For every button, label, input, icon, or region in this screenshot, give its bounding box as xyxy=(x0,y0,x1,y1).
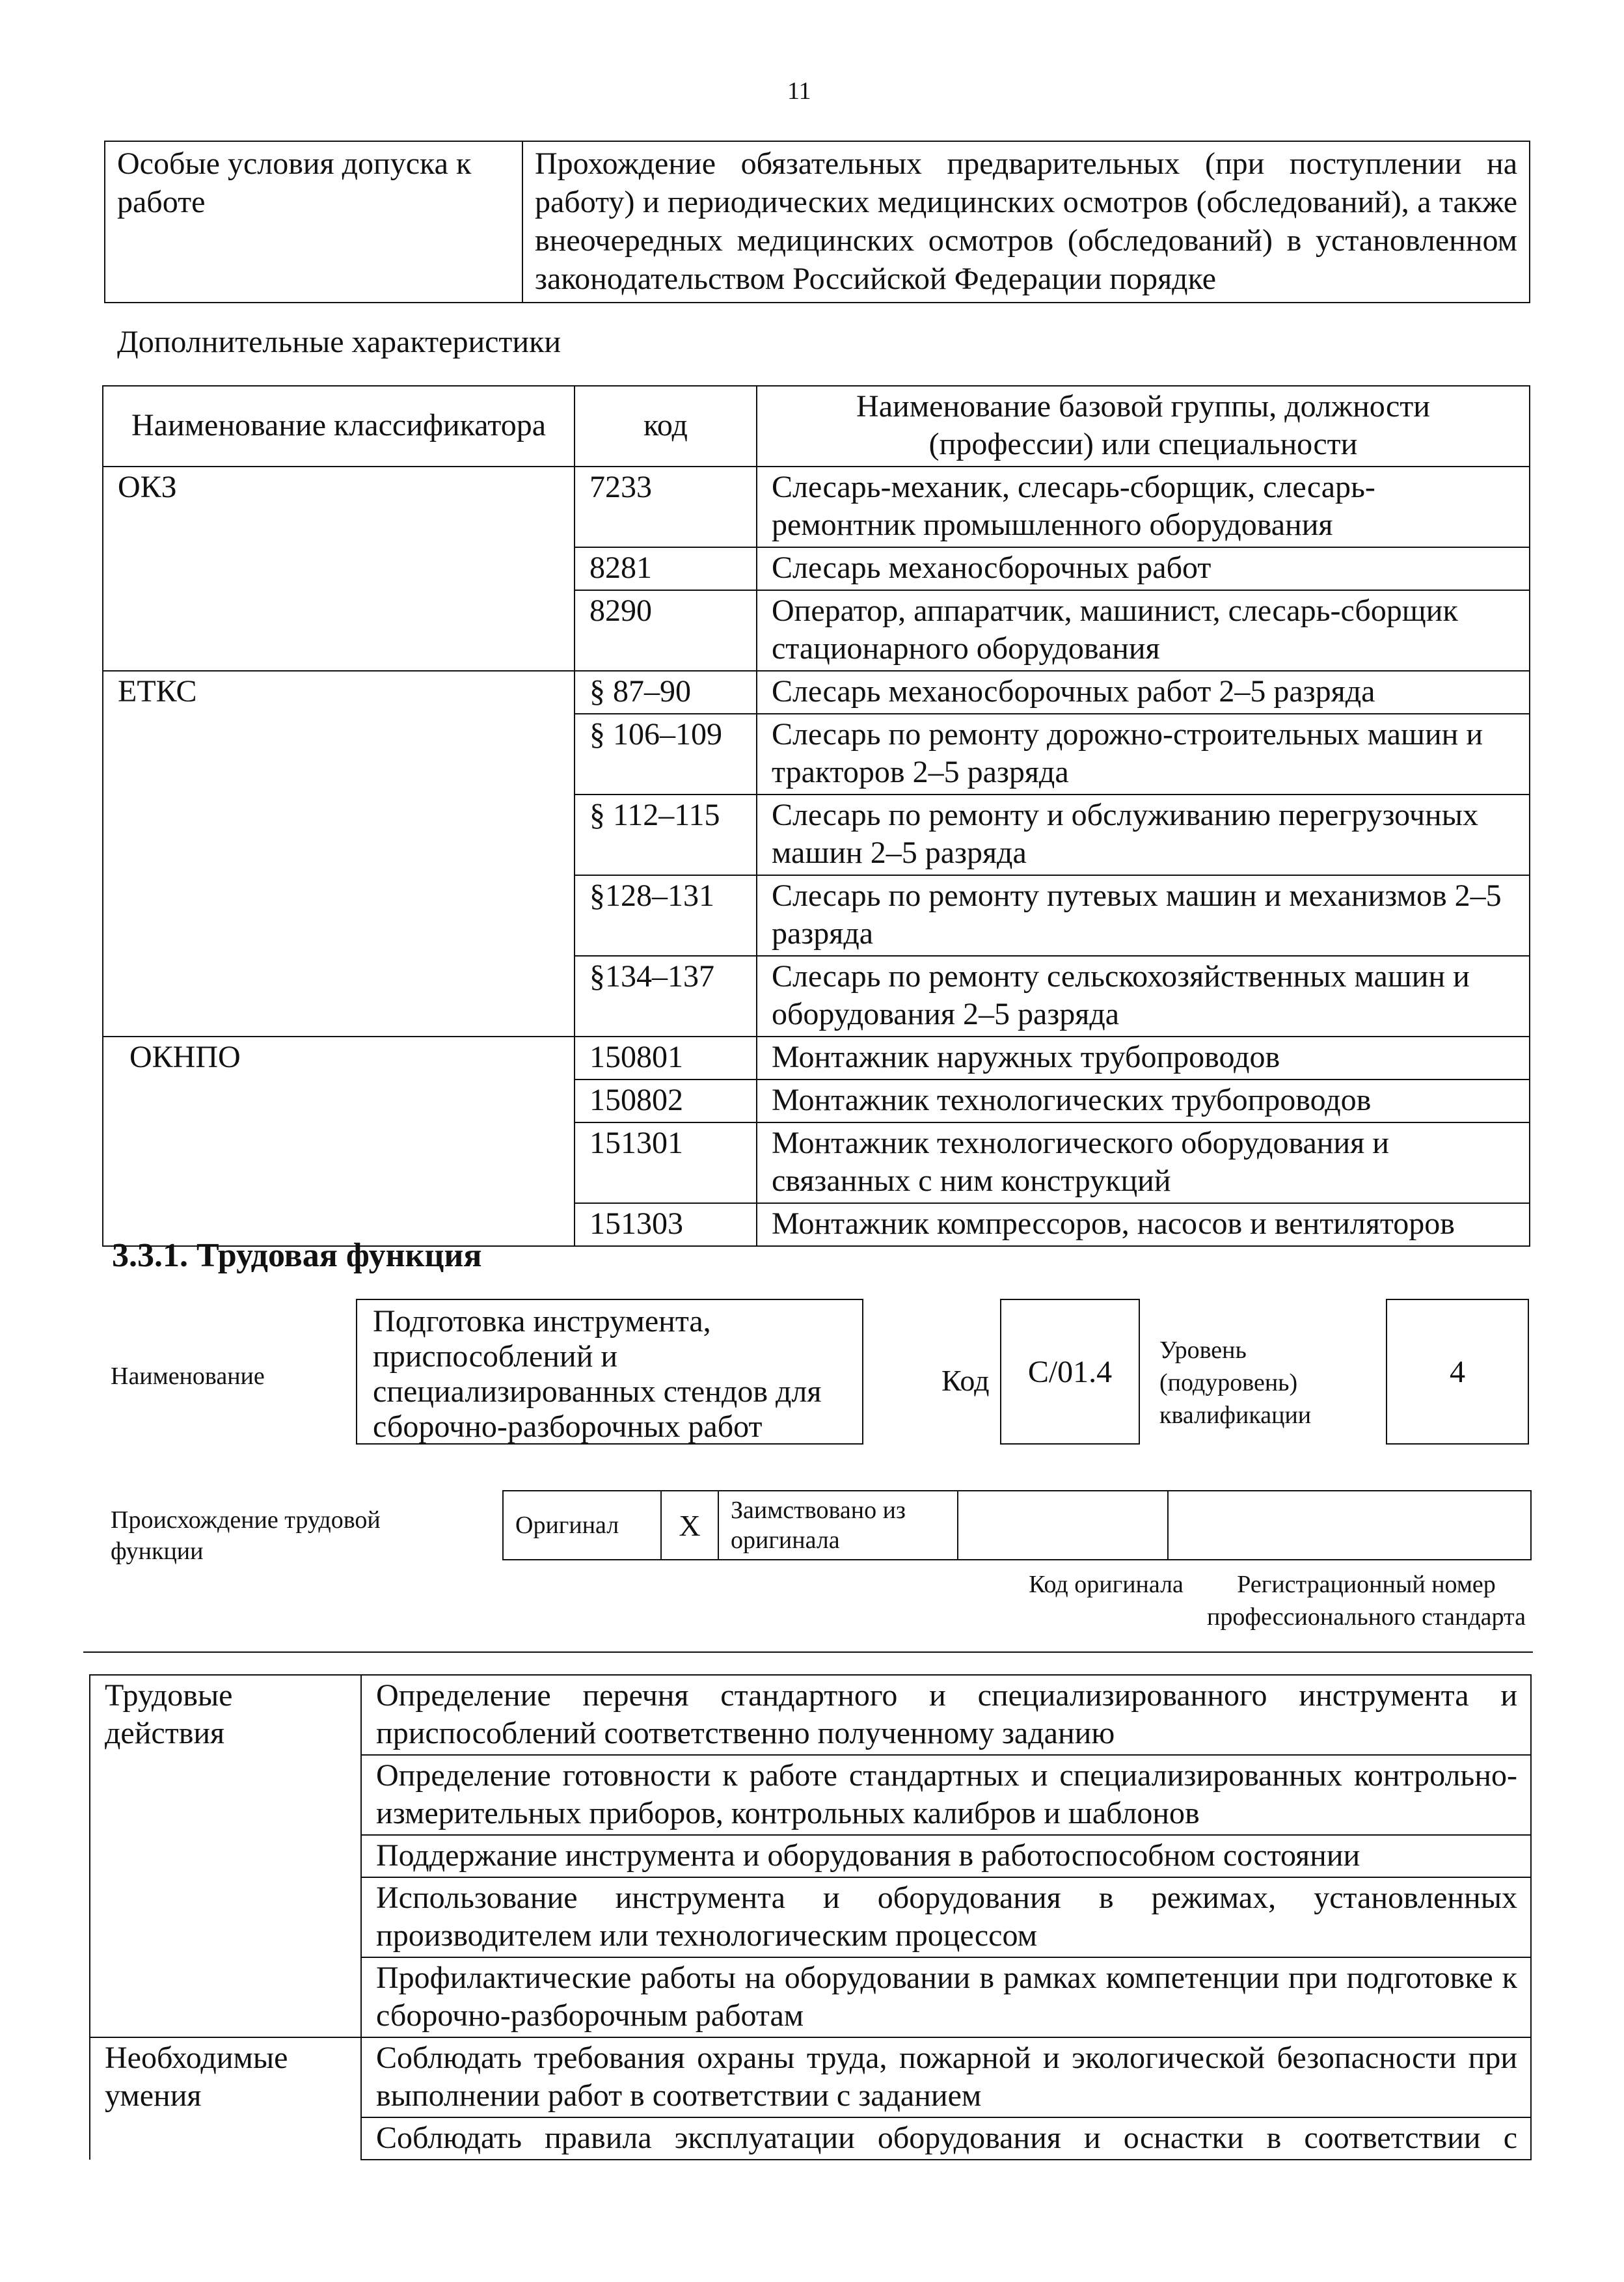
name-cell: Монтажник наружных трубопроводов xyxy=(757,1037,1530,1080)
level-label: Уровень (подуровень) квалификации xyxy=(1159,1337,1312,1429)
name-cell: Слесарь-механик, слесарь-сборщик, слесарь-ремонтник промышленного оборудования xyxy=(757,467,1530,547)
name-cell: Слесарь по ремонту дорожно-строительных машин и тракторов 2–5 разряда xyxy=(757,714,1530,795)
code-cell: 8290 xyxy=(575,590,757,671)
origin-table xyxy=(502,1490,1532,1560)
original-label: Оригинал xyxy=(503,1491,661,1560)
name-cell: Слесарь по ремонту сельскохозяйственных машин и оборудования 2–5 разряда xyxy=(757,956,1530,1037)
code-cell: §134–137 xyxy=(575,956,757,1037)
detail-cell: Использование инструмента и оборудования в режимах, установленных производителем или технологическим процессом xyxy=(361,1877,1531,1957)
admission-label: Особые условия допуска к работе xyxy=(105,141,522,303)
original-mark: X xyxy=(661,1491,718,1560)
name-cell: Оператор, аппаратчик, машинист, слесарь-сборщик стационарного оборудования xyxy=(757,590,1530,671)
name-label: Наименование xyxy=(111,1363,265,1390)
level-box: 4 xyxy=(1386,1299,1529,1445)
classifier-okz: ОКЗ xyxy=(103,467,575,671)
table-row xyxy=(103,671,1530,714)
divider xyxy=(83,1651,1533,1653)
header-classifier: Наименование классификатора xyxy=(103,386,575,467)
section-heading: 3.3.1. Трудовая функция xyxy=(112,1237,482,1274)
name-cell: Слесарь механосборочных работ 2–5 разряда xyxy=(757,671,1530,714)
detail-cell: Определение готовности к работе стандартных и специализированных контрольно-измерительных приборов, контрольных калибров и шаблонов xyxy=(361,1755,1531,1835)
labor-actions-label: Трудовые действия xyxy=(90,1675,361,2037)
name-cell: Слесарь по ремонту и обслуживанию перегрузочных машин 2–5 разряда xyxy=(757,795,1530,875)
regnum-cell xyxy=(1168,1491,1531,1560)
name-cell: Монтажник технологического оборудования и связанных с ним конструкций xyxy=(757,1122,1530,1203)
code-cell: §128–131 xyxy=(575,875,757,956)
detail-cell: Определение перечня стандартного и специализированного инструмента и приспособлений соответственно полученному заданию xyxy=(361,1675,1531,1755)
origin-label: Происхождение трудовой функции xyxy=(111,1506,381,1565)
regnum-caption: Регистрационный номер профессионального стандарта xyxy=(1207,1571,1526,1631)
name-cell: Монтажник технологических трубопроводов xyxy=(757,1080,1530,1122)
table-row xyxy=(103,467,1530,547)
skills-label: Необходимые умения xyxy=(90,2037,361,2160)
table-row xyxy=(103,1037,1530,1080)
header-name: Наименование базовой группы, должности (профессии) или специальности xyxy=(757,386,1530,467)
admission-value: Прохождение обязательных предварительных (при поступлении на работу) и периодических медицинских осмотров (обследований), а также внеочередных медицинских осмотров (обследований) в установленном законодательством Российской Федерации порядке xyxy=(522,141,1530,303)
code-cell: 7233 xyxy=(575,467,757,547)
admission-table xyxy=(104,141,1530,303)
additional-table xyxy=(102,385,1530,1247)
borrowed-label: Заимствовано из оригинала xyxy=(718,1491,958,1560)
code-cell: § 87–90 xyxy=(575,671,757,714)
table-header-row xyxy=(103,386,1530,467)
original-code-caption: Код оригинала xyxy=(1029,1571,1184,1598)
detail-cell: Поддержание инструмента и оборудования в работоспособном состоянии xyxy=(361,1835,1531,1877)
header-code: код xyxy=(575,386,757,467)
table-row xyxy=(503,1491,1531,1560)
code-cell: 150802 xyxy=(575,1080,757,1122)
code-cell: 150801 xyxy=(575,1037,757,1080)
classifier-etks: ЕТКС xyxy=(103,671,575,1037)
table-row xyxy=(90,2037,1531,2117)
additional-title: Дополнительные характеристики xyxy=(117,325,562,359)
code-cell: 151301 xyxy=(575,1122,757,1203)
code-cell: § 112–115 xyxy=(575,795,757,875)
code-cell: 151303 xyxy=(575,1203,757,1246)
classifier-oknpo: ОКНПО xyxy=(103,1037,575,1246)
function-name-box: Подготовка инструмента, приспособлений и специализированных стендов для сборочно-разборочных работ xyxy=(356,1299,863,1445)
detail-cell: Соблюдать требования охраны труда, пожарной и экологической безопасности при выполнении работ в соответствии с заданием xyxy=(361,2037,1531,2117)
original-code-cell xyxy=(958,1491,1168,1560)
name-cell: Слесарь по ремонту путевых машин и механизмов 2–5 разряда xyxy=(757,875,1530,956)
table-row xyxy=(105,141,1530,303)
code-box: C/01.4 xyxy=(1000,1299,1140,1445)
name-cell: Слесарь механосборочных работ xyxy=(757,547,1530,590)
code-label: Код xyxy=(941,1364,990,1397)
table-row xyxy=(90,1675,1531,1755)
details-table xyxy=(89,1674,1532,2160)
name-cell: Монтажник компрессоров, насосов и вентиляторов xyxy=(757,1203,1530,1246)
detail-cell: Соблюдать правила эксплуатации оборудования и оснастки в соответствии с xyxy=(361,2117,1531,2160)
code-cell: 8281 xyxy=(575,547,757,590)
code-cell: § 106–109 xyxy=(575,714,757,795)
page-number: 11 xyxy=(787,77,811,105)
detail-cell: Профилактические работы на оборудовании в рамках компетенции при подготовке к сборочно-разборочным работам xyxy=(361,1957,1531,2037)
